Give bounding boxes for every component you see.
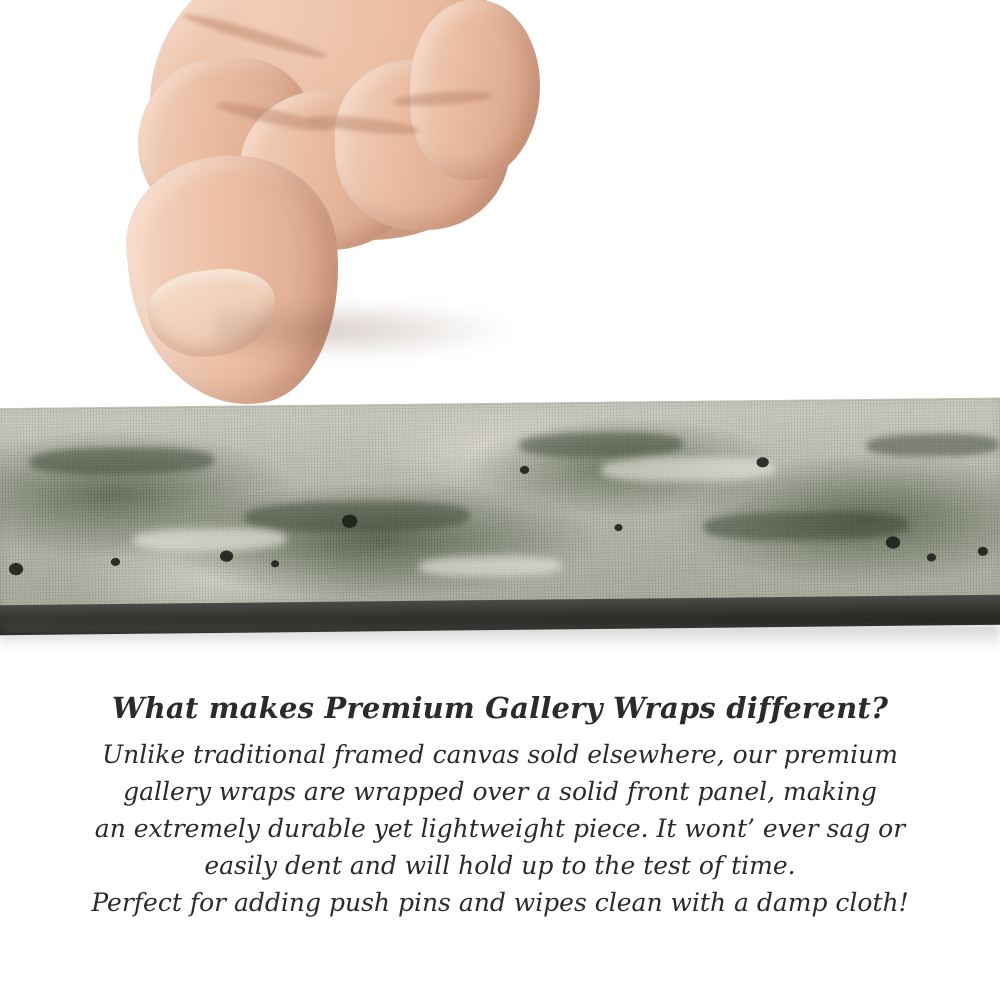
paint-streak [245,500,470,533]
paint-speck [271,560,279,567]
paint-speck [886,536,900,548]
paint-streak [866,433,999,457]
hand-shadow [215,300,515,360]
caption-line-1: Unlike traditional framed canvas sold elsewhere, our premium [102,740,898,770]
caption-line-3: an extremely durable yet lightweight piece. It wont’ ever sag or [94,814,906,844]
paint-speck [9,563,23,575]
canvas-drop-shadow [0,624,1000,650]
paint-streak [30,447,214,475]
paint-speck [220,550,233,561]
caption-headline: What makes Premium Gallery Wraps different? [111,691,889,725]
paint-speck [614,524,622,531]
paint-streak [520,432,683,458]
paint-speck [756,457,768,467]
paint-speck [111,558,120,566]
caption-line-4: easily dent and will hold up to the test of time. [204,851,796,881]
paint-speck [520,466,529,474]
paint-speck [978,547,988,556]
highlight-streak [419,555,562,577]
paint-streak [704,511,908,542]
paint-speck [342,515,357,528]
finger-little [410,0,540,180]
caption-block [0,690,1000,921]
hand-illustration [120,0,540,420]
highlight-streak [133,527,286,551]
caption-line-5: Perfect for adding push pins and wipes clean with a damp cloth! [91,888,909,918]
canvas-wrap-surface [0,398,1000,628]
caption-line-2: gallery wraps are wrapped over a solid front panel, making [123,777,877,807]
highlight-streak [601,456,775,482]
paint-speck [927,553,936,561]
